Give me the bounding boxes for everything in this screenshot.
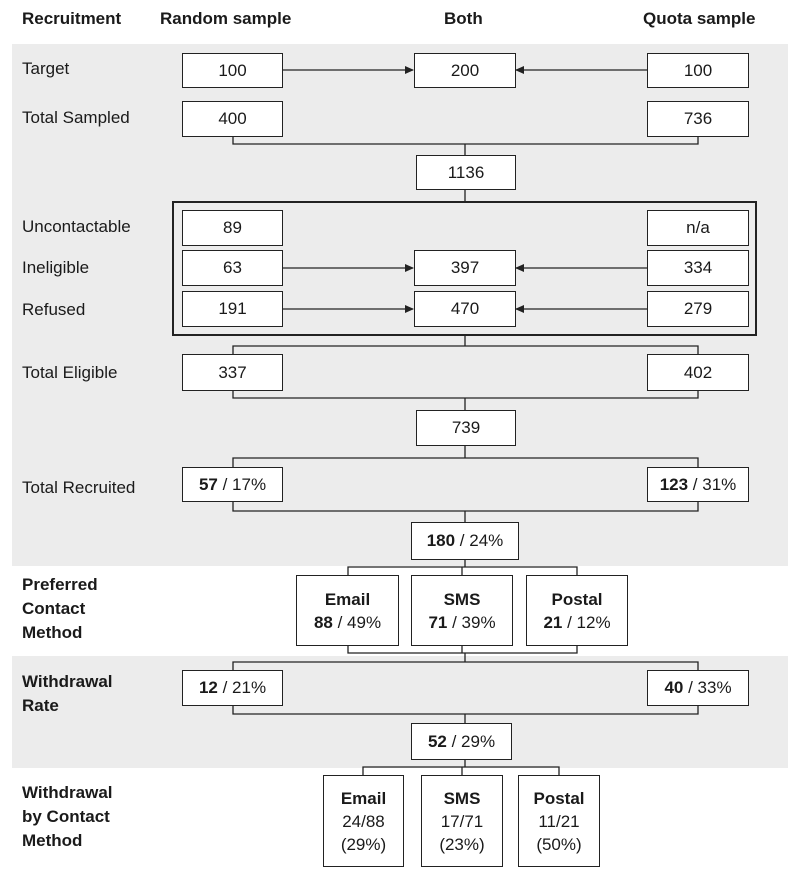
uncontactable-quota-box: n/a — [647, 210, 749, 246]
label-total-eligible: Total Eligible — [22, 363, 118, 382]
refused-both-box: 470 — [414, 291, 516, 327]
withdrawal-email-box: Email 24/88 (29%) — [323, 775, 404, 867]
label-preferred-contact-method: Preferred Contact Method — [22, 575, 98, 642]
header-both: Both — [444, 9, 483, 28]
sampled-random-box: 400 — [182, 101, 283, 137]
withdrawal-both-box: 52 / 29% — [411, 723, 512, 760]
ineligible-both-box: 397 — [414, 250, 516, 286]
preferred-postal-box: Postal 21 / 12% — [526, 575, 628, 646]
label-target: Target — [22, 59, 70, 78]
sampled-quota-box: 736 — [647, 101, 749, 137]
refused-random-box: 191 — [182, 291, 283, 327]
label-total-recruited: Total Recruited — [22, 478, 136, 497]
recruited-quota-box: 123 / 31% — [647, 467, 749, 502]
sampled-both-box: 1136 — [416, 155, 516, 190]
target-both-box: 200 — [414, 53, 516, 88]
refused-quota-box: 279 — [647, 291, 749, 327]
header-recruitment: Recruitment — [22, 9, 122, 28]
withdrawal-postal-box: Postal 11/21 (50%) — [518, 775, 600, 867]
ineligible-quota-box: 334 — [647, 250, 749, 286]
recruited-random-box: 57 / 17% — [182, 467, 283, 502]
eligible-quota-box: 402 — [647, 354, 749, 391]
label-uncontactable: Uncontactable — [22, 217, 131, 236]
preferred-sms-box: SMS 71 / 39% — [411, 575, 513, 646]
label-total-sampled: Total Sampled — [22, 108, 130, 127]
target-quota-box: 100 — [647, 53, 749, 88]
uncontactable-random-box: 89 — [182, 210, 283, 246]
preferred-email-box: Email 88 / 49% — [296, 575, 399, 646]
withdrawal-quota-box: 40 / 33% — [647, 670, 749, 706]
eligible-random-box: 337 — [182, 354, 283, 391]
target-random-box: 100 — [182, 53, 283, 88]
recruited-both-box: 180 / 24% — [411, 522, 519, 560]
label-withdrawal-by-contact-method: Withdrawal by Contact Method — [22, 783, 113, 850]
label-refused: Refused — [22, 300, 86, 319]
label-ineligible: Ineligible — [22, 258, 90, 277]
label-withdrawal-rate: Withdrawal Rate — [22, 672, 113, 715]
header-quota-sample: Quota sample — [643, 9, 756, 28]
eligible-both-box: 739 — [416, 410, 516, 446]
withdrawal-sms-box: SMS 17/71 (23%) — [421, 775, 503, 867]
withdrawal-random-box: 12 / 21% — [182, 670, 283, 706]
ineligible-random-box: 63 — [182, 250, 283, 286]
header-random-sample: Random sample — [160, 9, 292, 28]
